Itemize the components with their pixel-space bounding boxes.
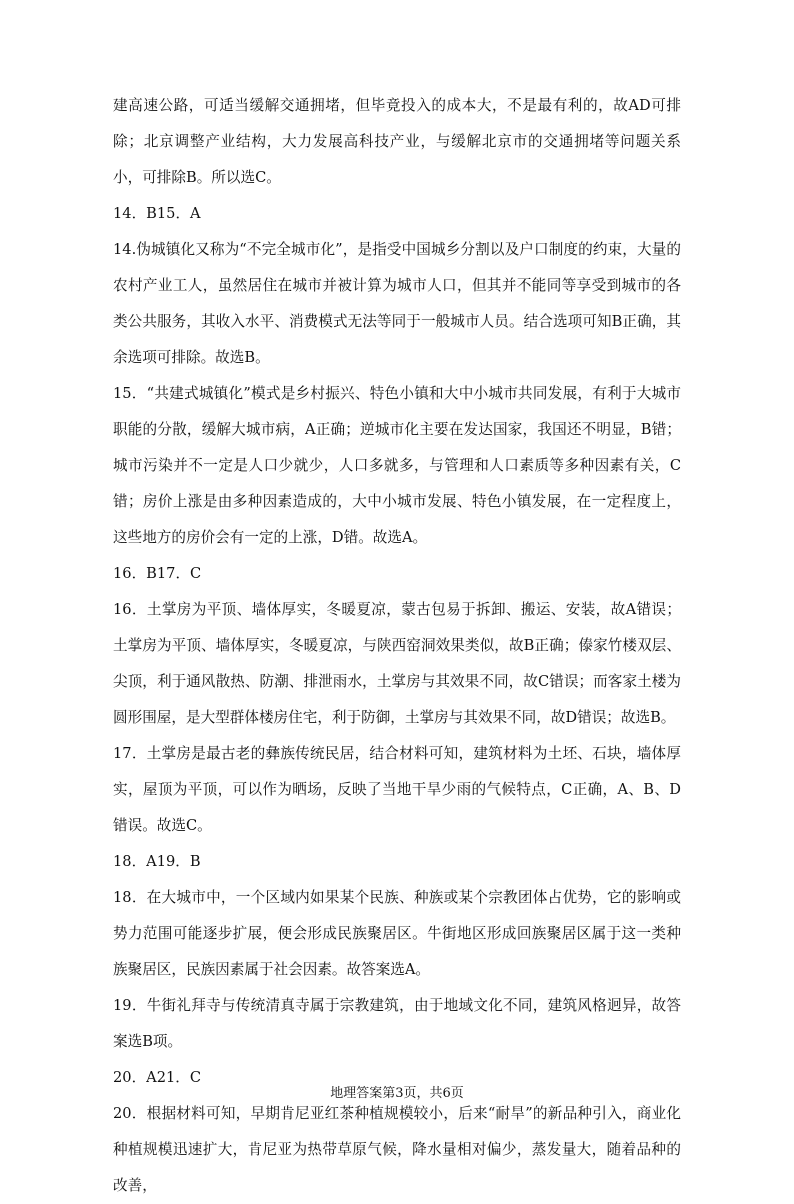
explanation-14: 14.伪城镇化又称为“不完全城市化”，是指受中国城乡分割以及户口制度的约束，大量的农村产业工人，虽然居住在城市并被计算为城市人口，但其并不能同等享受到城市的各类公共服务，其收入水平、消费模式无法等同于一般城市人员。结合选项可知B正确，其余选项可排除。故选B。 — [113, 241, 681, 366]
explanation-15: 15．“共建式城镇化”模式是乡村振兴、特色小镇和大中小城市共同发展，有利于大城市职能的分散，缓解大城市病，A正确；逆城市化主要在发达国家，我国还不明显，B错；城市污染并不一定是人口少就少，人口多就多，与管理和人口素质等多种因素有关，C错；房价上涨是由多种因素造成的，大中小城市发展、特色小镇发展，在一定程度上，这些地方的房价会有一定的上涨，D错。故选A。 — [113, 385, 681, 546]
explanation-17: 17．土掌房是最古老的彝族传统民居，结合材料可知，建筑材料为土坯、石块，墙体厚实，屋顶为平顶，可以作为晒场，反映了当地干旱少雨的气候特点，C正确，A、B、D错误。故选C。 — [113, 745, 681, 834]
paragraph-13-explanation-end: 建高速公路，可适当缓解交通拥堵，但毕竟投入的成本大，不是最有利的，故AD可排除；北京调整产业结构，大力发展高科技产业，与缓解北京市的交通拥堵等问题关系小，可排除B。所以选C。 — [113, 97, 681, 186]
page-footer: 地理答案第3页，共6页 — [330, 1086, 464, 1101]
explanation-16: 16．土掌房为平顶、墙体厚实，冬暖夏凉，蒙古包易于拆卸、搬运、安装，故A错误；土掌房为平顶、墙体厚实，冬暖夏凉，与陕西窑洞效果类似，故B正确；傣家竹楼双层、尖顶，利于通风散热、防潮、排泄雨水，土掌房与其效果不同，故C错误；而客家土楼为圆形围屋，是大型群体楼房住宅，利于防御，土掌房与其效果不同，故D错误；故选B。 — [113, 601, 681, 726]
answer-18-19: 18．A19．B — [113, 853, 201, 870]
explanation-19: 19．牛街礼拜寺与传统清真寺属于宗教建筑，由于地域文化不同，建筑风格迥异，故答案选B项。 — [113, 997, 681, 1050]
explanation-18: 18．在大城市中，一个区域内如果某个民族、种族或某个宗教团体占优势，它的影响或势力范围可能逐步扩展，便会形成民族聚居区。牛街地区形成回族聚居区属于这一类种族聚居区，民族因素属于社会因素。故答案选A。 — [113, 889, 681, 978]
answer-text-body — [113, 88, 681, 1204]
answer-14-15: 14．B15．A — [113, 205, 201, 222]
answer-20-21: 20．A21．C — [113, 1069, 202, 1086]
explanation-20-start: 20．根据材料可知，早期肯尼亚红茶种植规模较小，后来“耐旱”的新品种引入，商业化种植规模迅速扩大，肯尼亚为热带草原气候，降水量相对偏少，蒸发量大，随着品种的改善， — [113, 1105, 681, 1194]
answer-16-17: 16．B17．C — [113, 565, 202, 582]
